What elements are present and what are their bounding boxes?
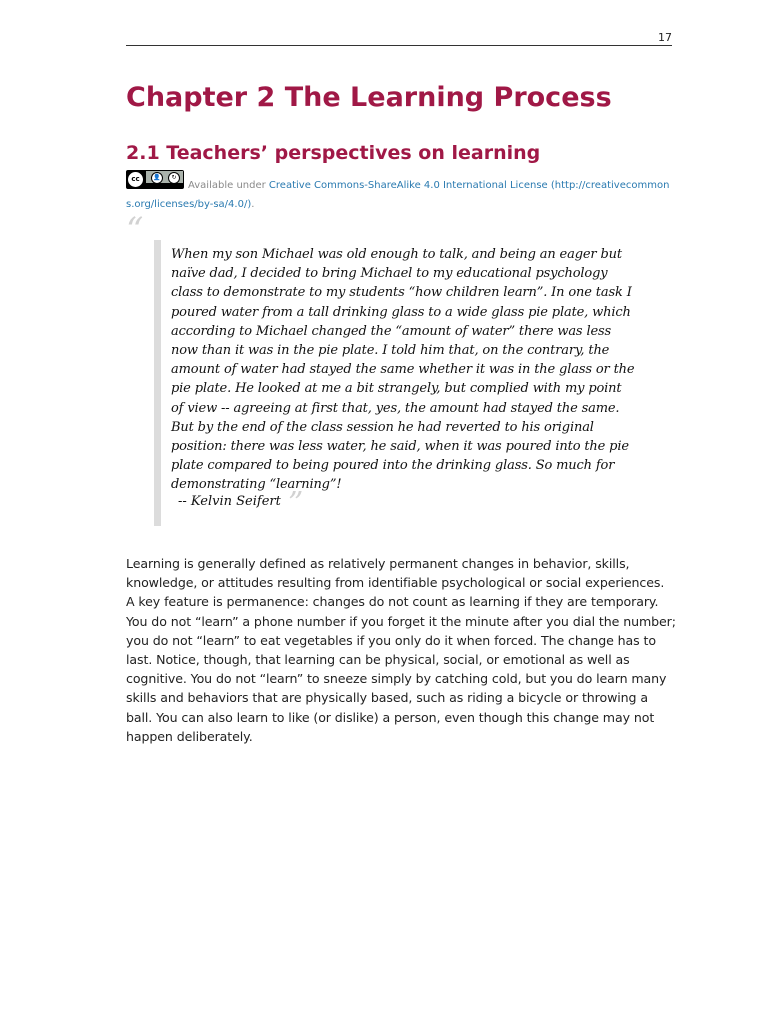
body-paragraph: Learning is generally defined as relatively permanent changes in behavior, skills, knowledge, or attitudes resulting from identifiable psychological or social experiences. A key feature is permanence: changes do not count as learning if they are temporary. You do not “learn” a phone number if you forget it the minute after you dial the number; you do not “learn” to eat vegetables if you only do it when forced. The change has to last. Notice, though, that learning can be physical, social, or emotional as well as cognitive. You do not “learn” to sneeze simply by catching cold, but you do learn many skills and behaviors that are physically based, such as riding a bicycle or throwing a ball. You can also learn to like (or dislike) a person, even though this change may not happen deliberately. bbox=[126, 556, 676, 744]
open-quote-icon: “ bbox=[126, 210, 144, 250]
section-title: 2.1 Teachers’ perspectives on learning bbox=[126, 142, 541, 164]
license-url-link[interactable]: (http://creativecommons.org/licenses/by-sa/4.0/) bbox=[126, 180, 670, 210]
attribution-icon: 👤 bbox=[151, 172, 163, 184]
header-rule bbox=[126, 45, 672, 46]
page-number: 17 bbox=[658, 31, 672, 44]
blockquote-author: -- Kelvin Seifert bbox=[178, 494, 281, 509]
license-suffix: . bbox=[251, 199, 255, 210]
chapter-title: Chapter 2 The Learning Process bbox=[126, 82, 612, 113]
blockquote-bar bbox=[154, 240, 161, 526]
blockquote-text: When my son Michael was old enough to talk, and being an eager but naïve dad, I decided to bring Michael to my educational psychology class to demonstrate to my students “how children learn”. In one task I poured water from a tall drinking glass to a wide glass pie plate, which according to Michael changed the “amount of water” there was less now than it was in the pie plate. I told him that, on the contrary, the amount of water had stayed the same whether it was in the glass or the pie plate. He looked at me a bit strangely, but complied with my point of view -- agreeing at first that, yes, the amount had stayed the same. But by the end of the class session he had reverted to his original position: there was less water, he said, when it was poured into the pie plate compared to being poured into the drinking glass. So much for demonstrating “learning”! bbox=[171, 247, 635, 493]
cc-logo-icon: cc bbox=[127, 171, 144, 188]
license-line bbox=[126, 176, 674, 214]
share-alike-icon: ↻ bbox=[168, 172, 180, 184]
license-link[interactable]: Creative Commons-ShareAlike 4.0 International License bbox=[268, 180, 548, 191]
close-quote-icon: ” bbox=[288, 486, 304, 521]
license-prefix: Available under bbox=[188, 180, 269, 191]
